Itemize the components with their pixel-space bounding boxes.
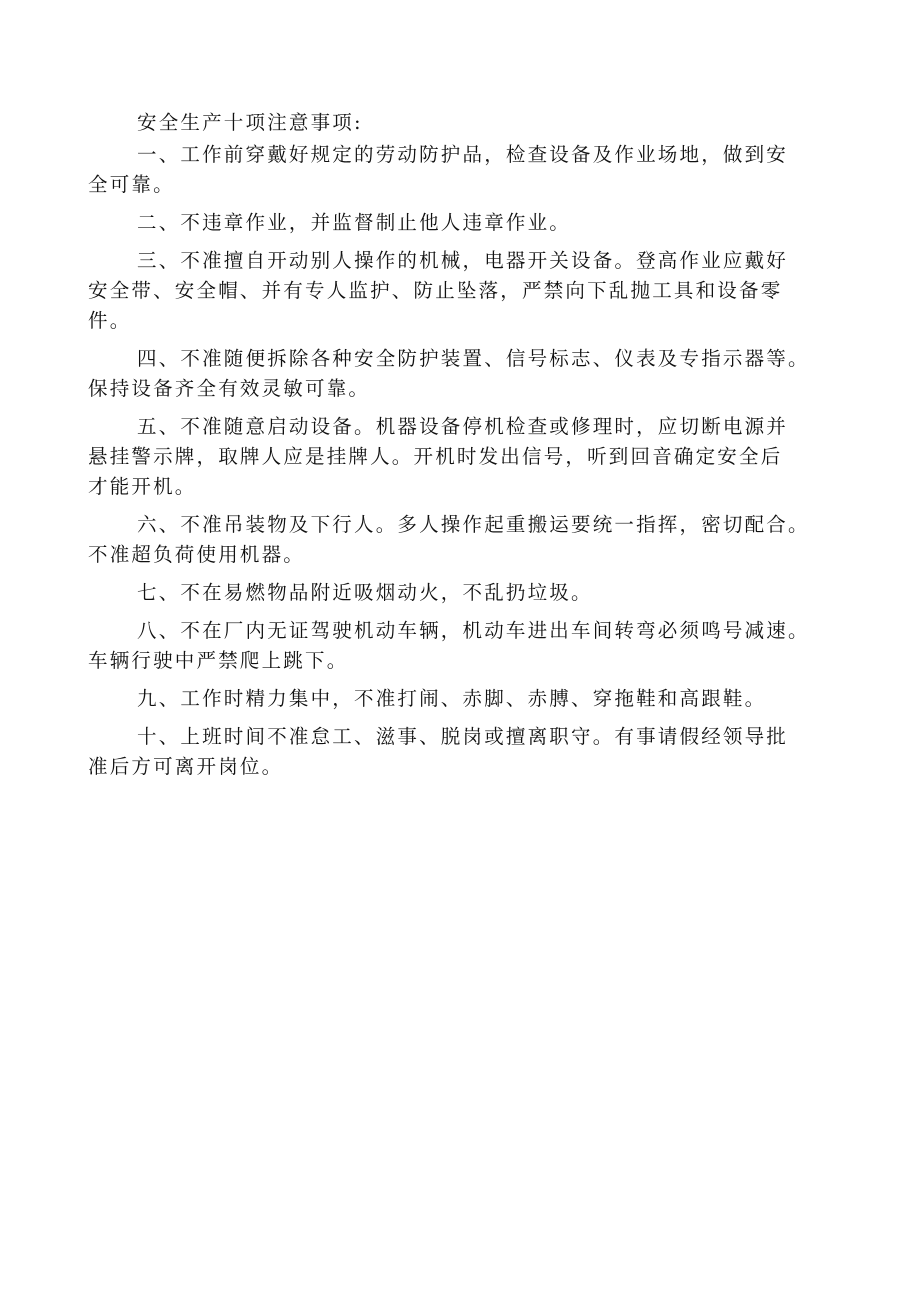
rule-line: 车辆行驶中严禁爬上跳下。 <box>88 649 349 672</box>
rule-line: 才能开机。 <box>88 475 197 498</box>
rule-line: 保持设备齐全有效灵敏可靠。 <box>88 377 371 400</box>
document-title: 安全生产十项注意事项: <box>137 111 363 134</box>
rule-item-1 <box>88 140 848 200</box>
rule-item-7 <box>88 578 848 608</box>
rule-line: 十、上班时间不准怠工、滋事、脱岗或擅离职守。有事请假经领导批 <box>137 725 789 748</box>
rule-line: 全可靠。 <box>88 173 175 196</box>
rule-line: 四、不准随便拆除各种安全防护装置、信号标志、仪表及专指示器等。 <box>137 347 810 370</box>
rule-line: 五、不准随意启动设备。机器设备停机检查或修理时，应切断电源并 <box>137 415 789 438</box>
rule-item-9 <box>88 684 848 714</box>
rule-line: 三、不准擅自开动别人操作的机械，电器开关设备。登高作业应戴好 <box>137 249 789 272</box>
rule-line: 二、不违章作业，并监督制止他人违章作业。 <box>137 211 572 234</box>
document-body <box>88 108 848 790</box>
rule-line: 不准超负荷使用机器。 <box>88 543 306 566</box>
rule-item-5 <box>88 412 848 502</box>
rule-line: 悬挂警示牌，取牌人应是挂牌人。开机时发出信号，听到回音确定安全后 <box>88 445 783 468</box>
rule-item-4 <box>88 344 848 404</box>
rule-line: 九、工作时精力集中，不准打闹、赤脚、赤膊、穿拖鞋和高跟鞋。 <box>137 687 767 710</box>
rule-item-10 <box>88 722 848 782</box>
rule-item-3 <box>88 246 848 336</box>
rule-line: 件。 <box>88 309 132 332</box>
rule-item-2 <box>88 208 848 238</box>
rule-line: 六、不准吊装物及下行人。多人操作起重搬运要统一指挥，密切配合。 <box>137 513 810 536</box>
rule-line: 八、不在厂内无证驾驶机动车辆，机动车进出车间转弯必须鸣号减速。 <box>137 619 810 642</box>
rule-item-8 <box>88 616 848 676</box>
rule-line: 安全带、安全帽、并有专人监护、防止坠落，严禁向下乱抛工具和设备零 <box>88 279 783 302</box>
rule-item-6 <box>88 510 848 570</box>
rule-line: 七、不在易燃物品附近吸烟动火，不乱扔垃圾。 <box>137 581 593 604</box>
rule-line: 一、工作前穿戴好规定的劳动防护品，检查设备及作业场地，做到安 <box>137 143 789 166</box>
rule-line: 准后方可离开岗位。 <box>88 755 284 778</box>
